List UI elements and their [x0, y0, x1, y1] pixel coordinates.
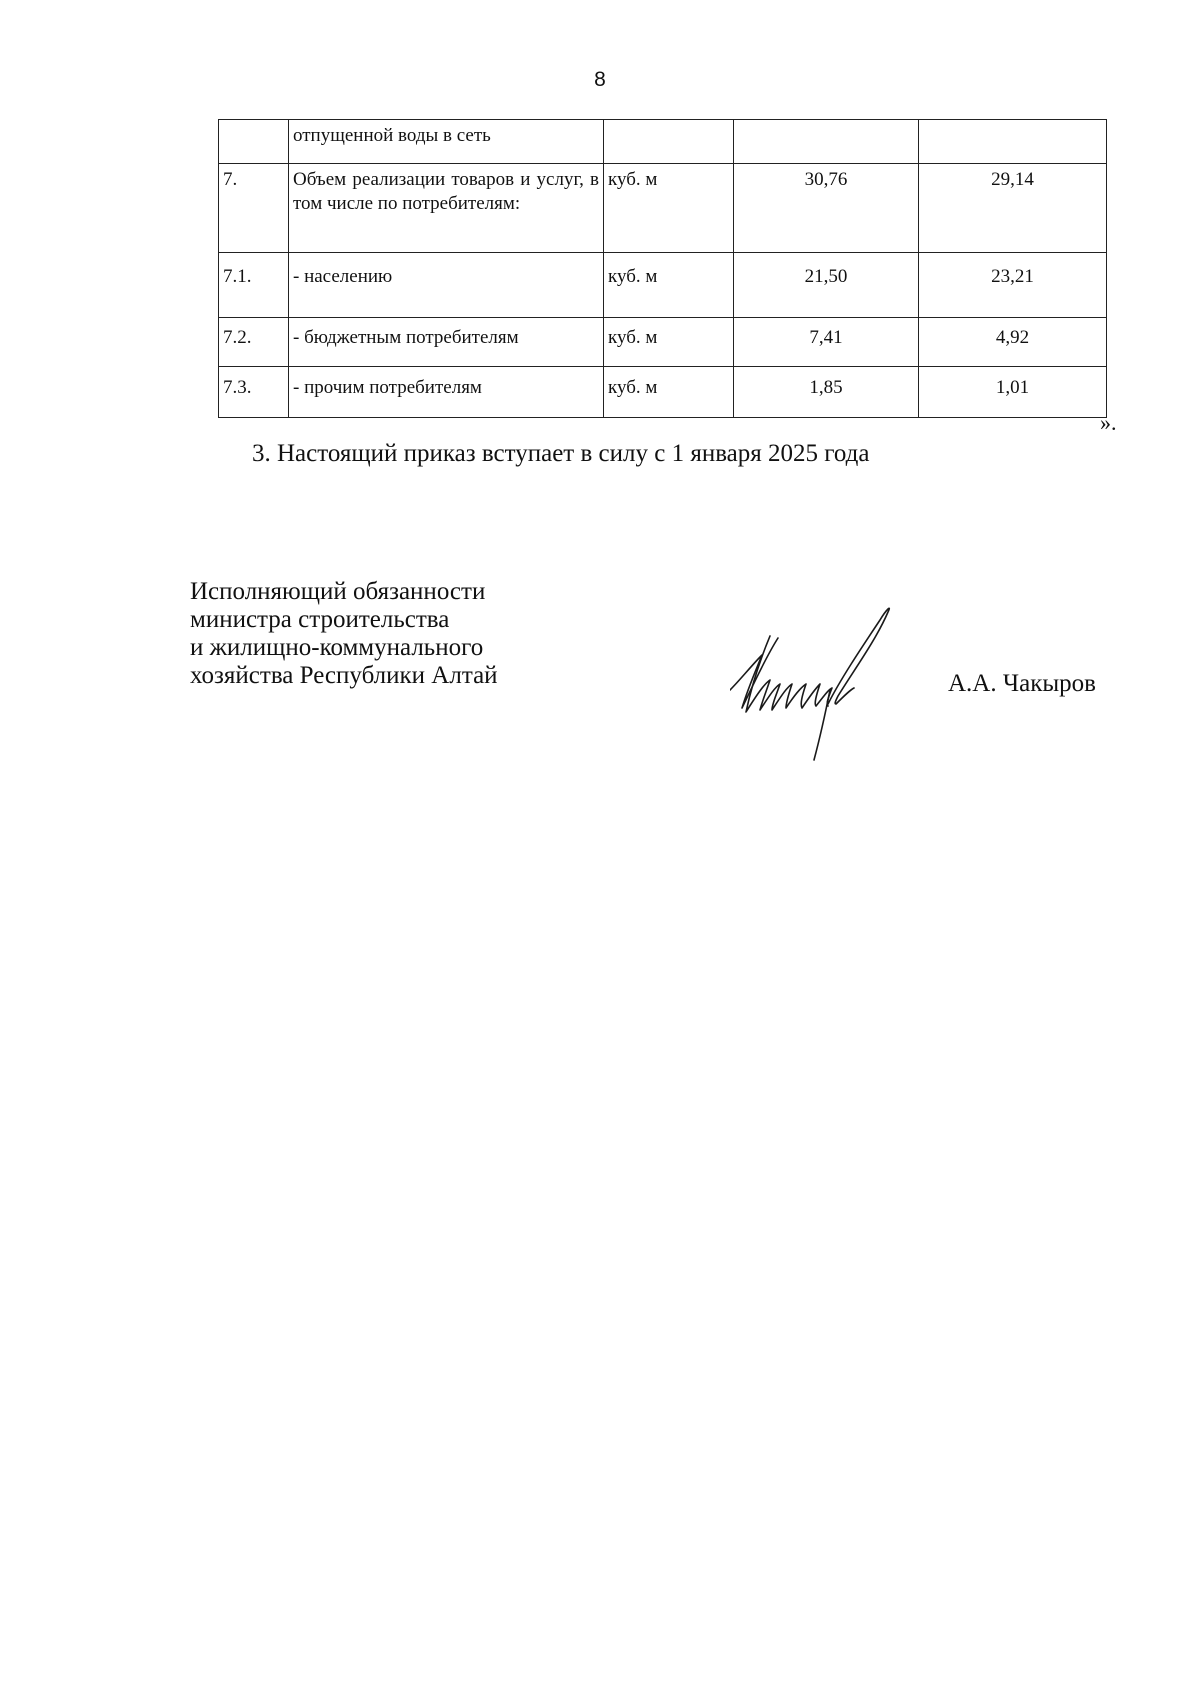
row-description: - прочим потребителям [289, 367, 604, 418]
signatory-title [190, 578, 498, 690]
signatory-title-line: Исполняющий обязанности [190, 578, 486, 605]
row-description: отпущенной воды в сеть [289, 120, 604, 164]
table-row [219, 120, 1107, 164]
signatory-title-line: и жилищно-коммунального [190, 634, 484, 661]
row-unit: куб. м [604, 367, 734, 418]
volume-table [218, 119, 1107, 418]
row-number: 7.1. [219, 253, 289, 318]
row-value-2 [919, 120, 1107, 164]
row-number [219, 120, 289, 164]
clause-3-text: 3. Настоящий приказ вступает в силу с 1 января 2025 года [252, 440, 870, 467]
row-description: - населению [289, 253, 604, 318]
table-row [219, 164, 1107, 253]
row-description: - бюджетным потребителям [289, 318, 604, 367]
signatory-title-line: хозяйства Республики Алтай [190, 662, 498, 689]
table-row [219, 318, 1107, 367]
row-value-2: 1,01 [919, 367, 1107, 418]
row-value-1: 30,76 [734, 164, 919, 253]
signatory-title-line: министра строительства [190, 606, 450, 633]
page-number: 8 [594, 68, 606, 91]
handwritten-signature [730, 600, 960, 770]
row-value-2: 4,92 [919, 318, 1107, 367]
row-number: 7. [219, 164, 289, 253]
row-unit: куб. м [604, 253, 734, 318]
row-value-2: 29,14 [919, 164, 1107, 253]
row-value-1: 7,41 [734, 318, 919, 367]
row-description: Объем реализации товаров и услуг, в том числе по потребителям: [289, 164, 604, 253]
row-number: 7.3. [219, 367, 289, 418]
row-number: 7.2. [219, 318, 289, 367]
row-unit: куб. м [604, 318, 734, 367]
row-value-2: 23,21 [919, 253, 1107, 318]
table-row [219, 367, 1107, 418]
row-unit: куб. м [604, 164, 734, 253]
row-value-1 [734, 120, 919, 164]
signatory-name: А.А. Чакыров [948, 670, 1096, 697]
closing-quote: ». [1100, 410, 1117, 435]
row-unit [604, 120, 734, 164]
row-value-1: 1,85 [734, 367, 919, 418]
table-row [219, 253, 1107, 318]
row-value-1: 21,50 [734, 253, 919, 318]
